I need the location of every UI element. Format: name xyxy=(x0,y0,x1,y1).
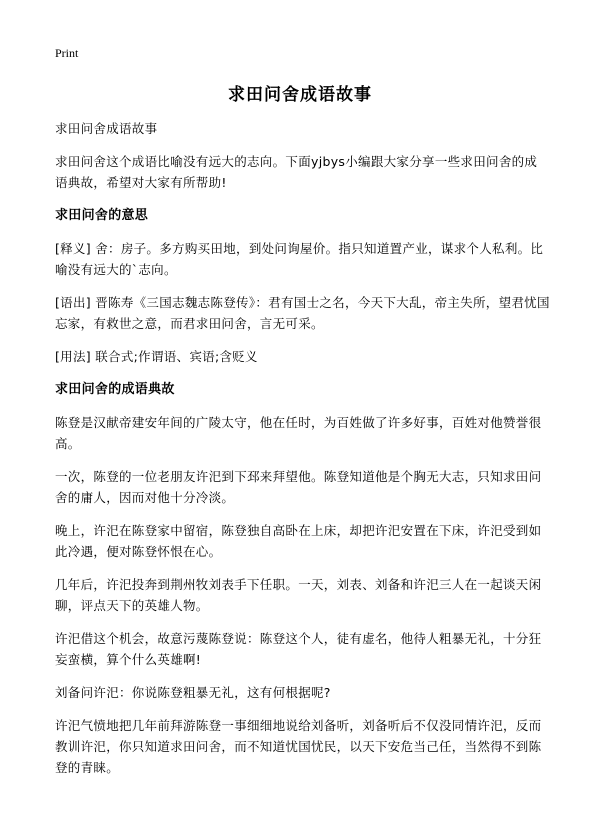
section-heading-story: 求田问舍的成语典故 xyxy=(55,382,175,397)
page-title: 求田问舍成语故事 xyxy=(228,85,372,105)
story-paragraph-2: 一次，陈登的一位老朋友许汜到下邳来拜望他。陈登知道他是个胸无大志，只知求田问舍的庸人，因而对他十分冷淡。 xyxy=(55,469,542,505)
source-paragraph: [语出] 晋陈寿《三国志魏志陈登传》：君有国士之名，今天下大乱，帝主失所，望君忧国忘家，有救世之意，而君求田问舍，言无可采。 xyxy=(55,295,550,331)
print-link[interactable]: Print xyxy=(55,46,79,60)
story-paragraph-6: 刘备问许汜：你说陈登粗暴无礼，这有何根据呢? xyxy=(55,685,331,700)
meaning-paragraph: [释义] 舍：房子。多方购买田地，到处问询屋价。指只知道置产业，谋求个人私利。比喻没有远大的`志向。 xyxy=(55,241,544,277)
usage-paragraph: [用法] 联合式;作谓语、宾语;含贬义 xyxy=(55,349,258,364)
story-paragraph-1: 陈登是汉献帝建安年间的广陵太守，他在任时，为百姓做了许多好事，百姓对他赞誉很高。 xyxy=(55,415,542,451)
intro-paragraph: 求田问舍这个成语比喻没有远大的志向。下面yjbys小编跟大家分享一些求田问舍的成语典故，希望对大家有所帮助! xyxy=(55,154,538,190)
article-subtitle: 求田问舍成语故事 xyxy=(55,121,158,136)
story-paragraph-4: 几年后，许汜投奔到荆州牧刘表手下任职。一天，刘表、刘备和许汜三人在一起谈天闲聊，评点天下的英雄人物。 xyxy=(55,577,542,613)
story-paragraph-5: 许汜借这个机会，故意污蔑陈登说：陈登这个人，徒有虚名，他待人粗暴无礼，十分狂妄蛮横，算个什么英雄啊! xyxy=(55,631,542,667)
section-heading-meaning: 求田问舍的意思 xyxy=(55,208,149,223)
story-paragraph-3: 晚上，许汜在陈登家中留宿，陈登独自高卧在上床，却把许汜安置在下床，许汜受到如此冷遇，便对陈登怀恨在心。 xyxy=(55,523,542,559)
story-paragraph-7: 许汜气愤地把几年前拜游陈登一事细细地说给刘备听，刘备听后不仅没同情许汜，反而教训许汜，你只知道求田问舍，而不知道忧国忧民，以天下安危当己任，当然得不到陈登的青睐。 xyxy=(55,718,542,775)
article-body xyxy=(55,118,550,778)
